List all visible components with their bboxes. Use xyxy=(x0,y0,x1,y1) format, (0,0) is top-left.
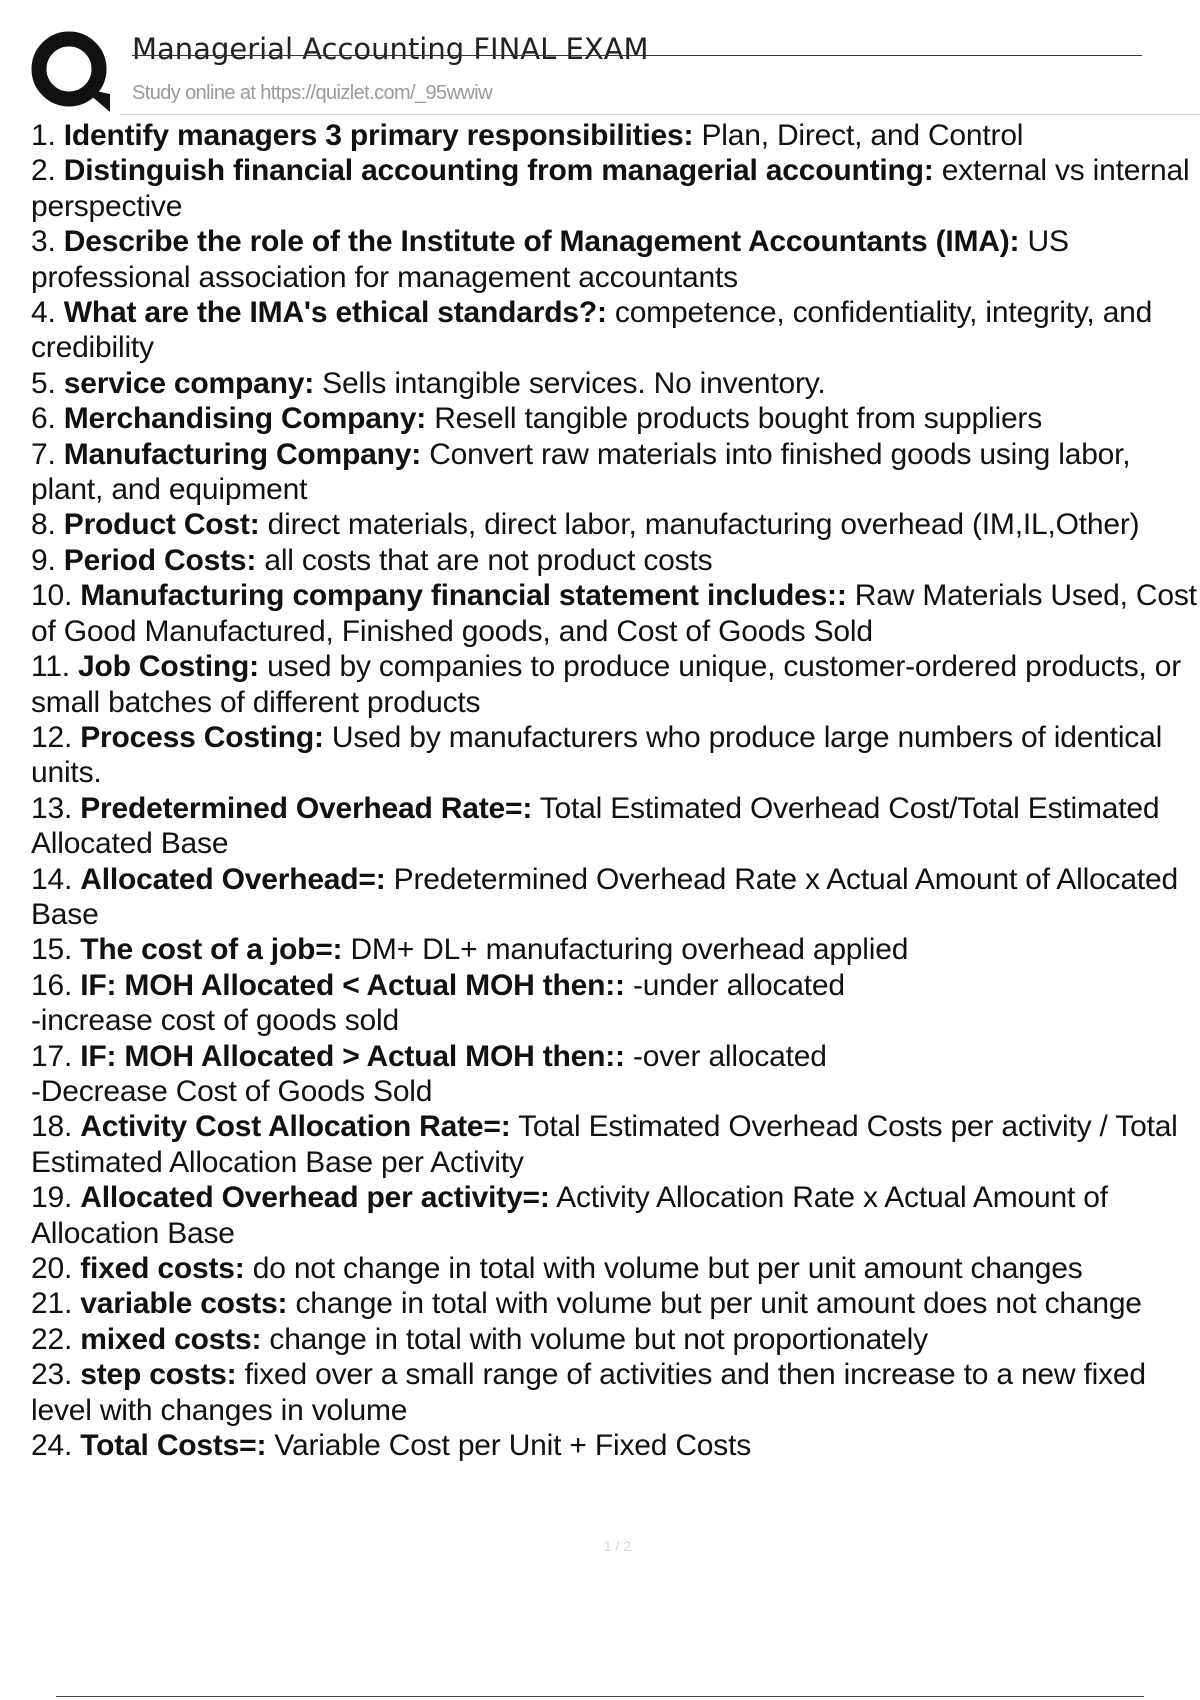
entry-definition: do not change in total with volume but per unit amount changes xyxy=(252,1252,1083,1285)
title-strike-rule xyxy=(132,55,1142,56)
entry-number: 1. xyxy=(31,119,56,152)
flashcard-entry-24 xyxy=(31,1428,1200,1463)
entry-definition: Plan, Direct, and Control xyxy=(701,119,1024,152)
entry-definition: Sells intangible services. No inventory. xyxy=(322,366,826,400)
entry-term: The cost of a job=: xyxy=(80,933,343,967)
entry-definition: Used by manufacturers who produce large numbers of identical units. xyxy=(31,720,1163,790)
entry-number: 18. xyxy=(31,1110,73,1144)
entry-number: 2. xyxy=(31,154,56,188)
flashcard-list xyxy=(31,118,1200,1518)
entry-term: Allocated Overhead per activity=: xyxy=(80,1181,550,1215)
footer-divider xyxy=(56,1696,1144,1697)
entry-number: 15. xyxy=(31,933,73,967)
entry-term: Describe the role of the Institute of Management Accountants (IMA): xyxy=(63,225,1020,259)
flashcard-entry-21 xyxy=(31,1286,1200,1321)
entry-number: 20. xyxy=(31,1252,73,1285)
entry-number: 8. xyxy=(31,508,56,542)
entry-term: Predetermined Overhead Rate=: xyxy=(80,791,533,825)
entry-term: fixed costs: xyxy=(80,1252,245,1285)
entry-definition: US professional association for management accountants xyxy=(31,225,1069,294)
flashcard-entry-19 xyxy=(31,1180,1200,1251)
entry-definition: Total Estimated Overhead Cost/Total Estimated Allocated Base xyxy=(31,791,1160,861)
entry-term: step costs: xyxy=(80,1358,237,1392)
entry-definition: Variable Cost per Unit + Fixed Costs xyxy=(274,1429,752,1463)
quizlet-q-logo-icon xyxy=(30,30,112,112)
entry-definition: external vs internal perspective xyxy=(31,154,1190,223)
page-header xyxy=(0,0,1200,118)
entry-definition: DM+ DL+ manufacturing overhead applied xyxy=(350,933,909,967)
entry-definition: Activity Allocation Rate x Actual Amount of Allocation Base xyxy=(31,1181,1108,1250)
document-title: Managerial Accounting FINAL EXAM xyxy=(132,32,649,66)
flashcard-entry-15 xyxy=(31,932,1200,967)
entry-definition: Resell tangible products bought from suppliers xyxy=(434,402,1043,436)
entry-definition: -over allocated -Decrease Cost of Goods Sold xyxy=(31,1039,827,1108)
flashcard-entry-13 xyxy=(31,791,1200,862)
flashcard-entry-5 xyxy=(31,366,1200,401)
entry-number: 24. xyxy=(31,1429,73,1463)
entry-number: 9. xyxy=(31,543,56,577)
flashcard-entry-17 xyxy=(31,1039,1200,1110)
entry-number: 5. xyxy=(31,366,56,400)
entry-definition: competence, confidentiality, integrity, and credibility xyxy=(31,296,1153,365)
page-number: 1 / 2 xyxy=(603,1538,632,1554)
entry-number: 6. xyxy=(31,402,56,436)
entry-term: mixed costs: xyxy=(80,1322,262,1356)
entry-definition: change in total with volume but per unit amount does not change xyxy=(295,1287,1142,1321)
flashcard-entry-3 xyxy=(31,224,1200,295)
entry-term: Job Costing: xyxy=(78,650,259,684)
entry-term: Activity Cost Allocation Rate=: xyxy=(80,1110,511,1144)
entry-term: Total Costs=: xyxy=(80,1429,267,1463)
flashcard-entry-16 xyxy=(31,968,1200,1039)
entry-number: 7. xyxy=(31,437,56,471)
header-divider xyxy=(120,114,1200,115)
entry-definition: change in total with volume but not proportionately xyxy=(269,1322,928,1356)
entry-term: Identify managers 3 primary responsibilities: xyxy=(63,119,694,152)
flashcard-entry-4 xyxy=(31,295,1200,366)
entry-number: 12. xyxy=(31,720,73,754)
flashcard-entry-22 xyxy=(31,1322,1200,1357)
entry-number: 17. xyxy=(31,1039,73,1073)
flashcard-entry-8 xyxy=(31,507,1200,542)
entry-definition: all costs that are not product costs xyxy=(264,543,713,577)
entry-number: 19. xyxy=(31,1181,73,1215)
entry-definition: Predetermined Overhead Rate x Actual Amount of Allocated Base xyxy=(31,862,1178,931)
entry-number: 10. xyxy=(31,579,73,613)
flashcard-entry-2 xyxy=(31,153,1200,224)
flashcard-entry-7 xyxy=(31,437,1200,508)
entry-number: 13. xyxy=(31,791,73,825)
entry-number: 16. xyxy=(31,968,73,1002)
flashcard-entry-20 xyxy=(31,1251,1200,1286)
entry-term: IF: MOH Allocated > Actual MOH then:: xyxy=(80,1039,625,1073)
entry-definition: Raw Materials Used, Cost of Good Manufactured, Finished goods, and Cost of Goods Sold xyxy=(31,579,1197,648)
entry-number: 23. xyxy=(31,1358,73,1392)
entry-number: 4. xyxy=(31,296,56,330)
flashcard-entry-14 xyxy=(31,862,1200,933)
entry-definition: used by companies to produce unique, customer-ordered products, or small batches of different products xyxy=(31,650,1182,719)
entry-term: variable costs: xyxy=(80,1287,288,1321)
entry-term: Distinguish financial accounting from managerial accounting: xyxy=(63,154,934,188)
flashcard-entry-10 xyxy=(31,578,1200,649)
flashcard-entry-12 xyxy=(31,720,1200,791)
flashcard-entry-18 xyxy=(31,1109,1200,1180)
entry-term: Product Cost: xyxy=(63,508,260,542)
flashcard-entry-23 xyxy=(31,1357,1200,1428)
entry-number: 21. xyxy=(31,1287,73,1321)
entry-term: service company: xyxy=(63,366,315,400)
entry-number: 3. xyxy=(31,225,56,259)
entry-term: Manufacturing company financial statement includes:: xyxy=(80,579,847,613)
entry-number: 14. xyxy=(31,862,73,896)
entry-number: 11. xyxy=(31,650,70,684)
entry-term: IF: MOH Allocated < Actual MOH then:: xyxy=(80,968,625,1002)
flashcard-entry-9 xyxy=(31,543,1200,578)
entry-term: Merchandising Company: xyxy=(63,402,427,436)
entry-definition: direct materials, direct labor, manufacturing overhead (IM,IL,Other) xyxy=(267,508,1140,542)
entry-definition: Total Estimated Overhead Costs per activity / Total Estimated Allocation Base per Activity xyxy=(31,1110,1178,1179)
entry-number: 22. xyxy=(31,1322,73,1356)
flashcard-entry-6 xyxy=(31,401,1200,436)
entry-definition: -under allocated -increase cost of goods sold xyxy=(31,968,845,1038)
entry-term: What are the IMA's ethical standards?: xyxy=(63,296,607,330)
study-online-link[interactable]: Study online at https://quizlet.com/_95wwiw xyxy=(132,82,492,104)
flashcard-entry-1 xyxy=(31,118,1200,153)
entry-term: Period Costs: xyxy=(63,543,257,577)
entry-term: Allocated Overhead=: xyxy=(80,862,386,896)
entry-term: Manufacturing Company: xyxy=(63,437,422,471)
entry-definition: Convert raw materials into finished goods using labor, plant, and equipment xyxy=(31,437,1131,507)
entry-definition: fixed over a small range of activities and then increase to a new fixed level with changes in volume xyxy=(31,1358,1146,1427)
entry-term: Process Costing: xyxy=(80,720,324,754)
flashcard-entry-11 xyxy=(31,649,1200,720)
